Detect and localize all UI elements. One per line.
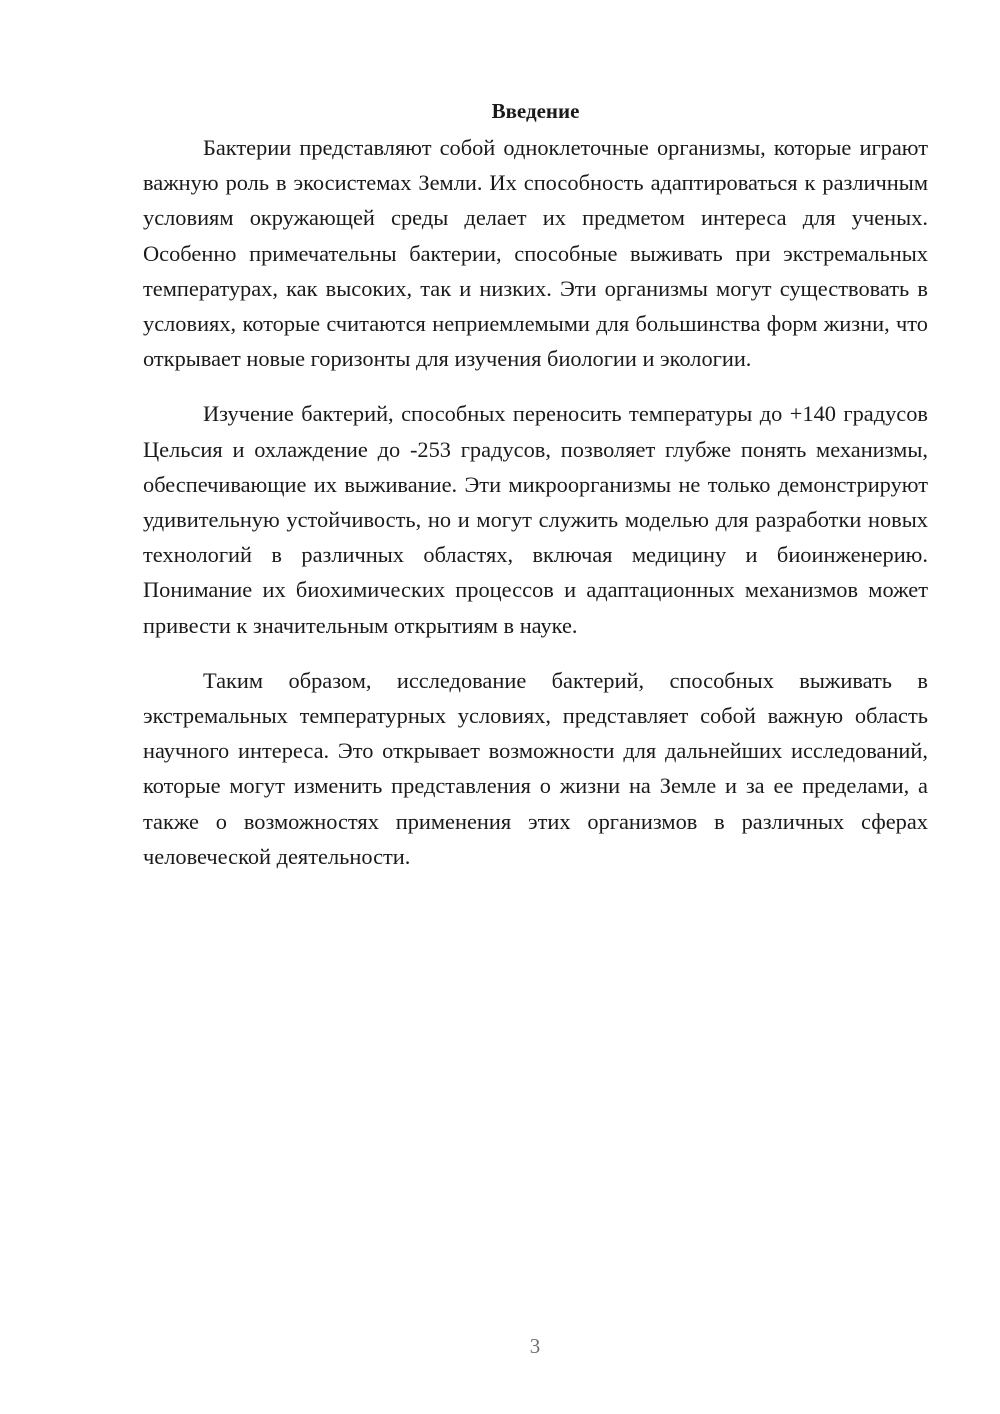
- paragraph-3: Таким образом, исследование бактерий, способных выживать в экстремальных температурных условиях, представляет собой важную область научного интереса. Это открывает возможности для дальнейших исследований, которые могут изменить представления о жизни на Земле и за ее пределами, а также о возможностях применения этих организмов в различных сферах человеческой деятельности.: [143, 667, 928, 869]
- page-body: [143, 96, 928, 894]
- paragraph-1: Бактерии представляют собой одноклеточные организмы, которые играют важную роль в экосистемах Земли. Их способность адаптироваться к различным условиям окружающей среды делает их предметом интереса для ученых. Особенно примечательны бактерии, способные выживать при экстремальных температурах, как высоких, так и низких. Эти организмы могут существовать в условиях, которые считаются неприемлемыми для большинства форм жизни, что открывает новые горизонты для изучения биологии и экологии.: [143, 135, 928, 372]
- section-heading: Введение: [491, 99, 580, 123]
- page-number: 3: [529, 1334, 541, 1358]
- paragraph-2: Изучение бактерий, способных переносить температуры до +140 градусов Цельсия и охлаждение до -253 градусов, позволяет глубже понять механизмы, обеспечивающие их выживание. Эти микроорганизмы не только демонстрируют удивительную устойчивость, но и могут служить моделью для разработки новых технологий в различных областях, включая медицину и биоинженерию. Понимание их биохимических процессов и адаптационных механизмов может привести к значительным открытиям в науке.: [143, 401, 928, 638]
